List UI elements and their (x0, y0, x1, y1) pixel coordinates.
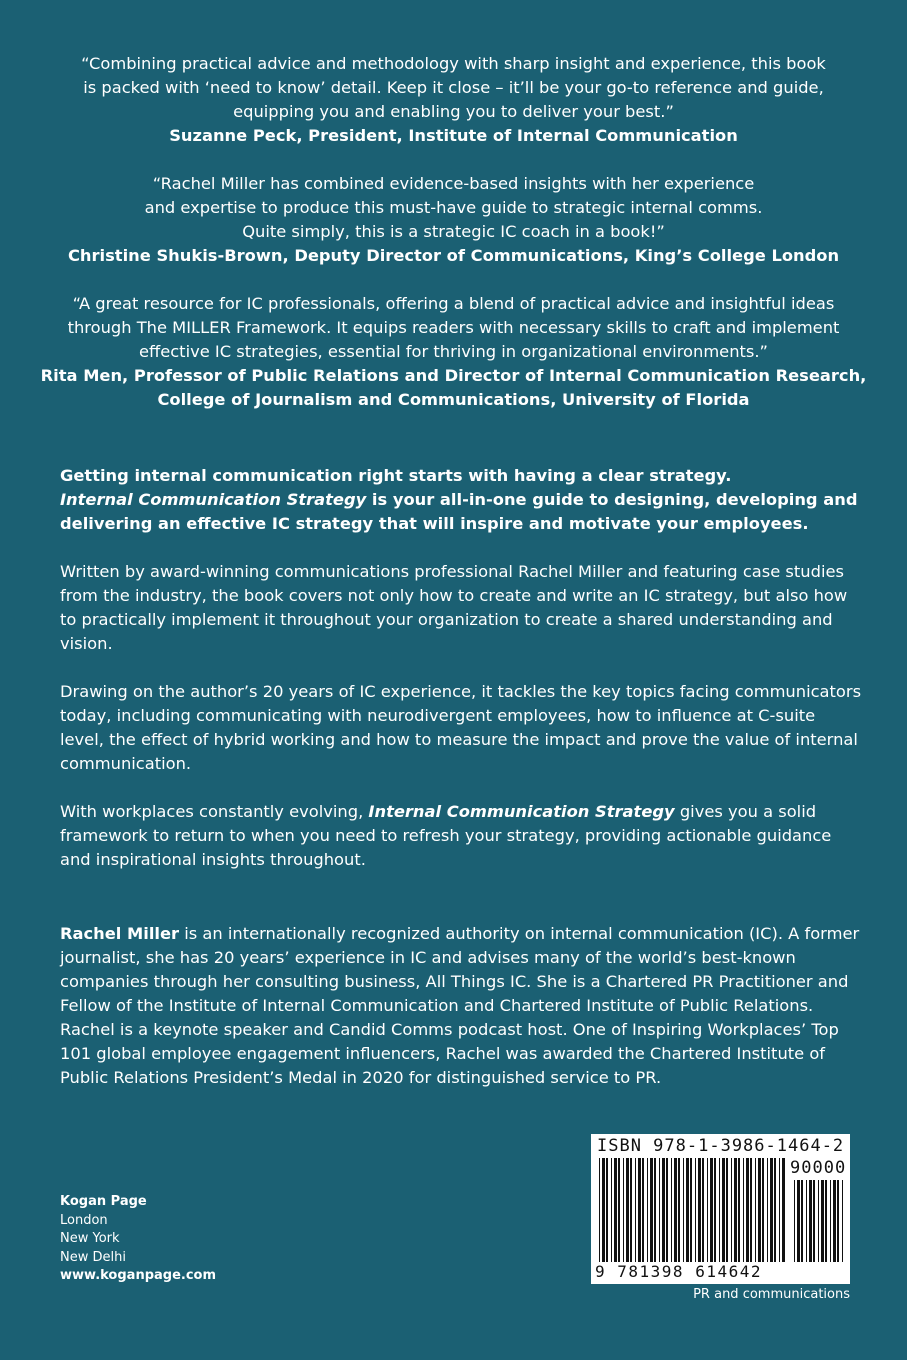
endorsements (40, 52, 867, 436)
barcode-bar (686, 1158, 689, 1262)
barcode-bar (743, 1158, 744, 1262)
description-paragraph (60, 800, 863, 872)
isbn-barcode (591, 1134, 850, 1284)
ean-digits: 9 781398 614642 (595, 1262, 762, 1281)
barcode-bar (654, 1158, 656, 1262)
barcode-bar (722, 1158, 725, 1262)
para-text: gives you a solid framework to return to when you need to refresh your strategy, providing actionable guidance and inspirational insights throughout. (60, 802, 832, 869)
author-name: Rachel Miller (60, 924, 180, 943)
price-code: 90000 (790, 1158, 847, 1178)
barcode-bar (750, 1158, 752, 1262)
publisher-info (60, 1193, 216, 1286)
barcode-bar (707, 1158, 708, 1262)
lead-sentence: Getting internal communication right starts with having a clear strategy. (60, 466, 732, 485)
barcode-bar (662, 1158, 665, 1262)
publisher-city: New Delhi (60, 1249, 126, 1265)
subject-category: PR and communications (693, 1287, 850, 1302)
isbn-number: ISBN 978-1-3986-1464-2 (597, 1136, 845, 1156)
barcode-bar (650, 1158, 653, 1262)
barcode-bar (719, 1158, 720, 1262)
publisher-name: Kogan Page (60, 1194, 147, 1209)
barcode-bar (767, 1158, 768, 1262)
barcode-bar (806, 1180, 807, 1262)
barcode-bar (731, 1158, 732, 1262)
barcode-bar (599, 1158, 600, 1262)
book-title-inline: Internal Communication Strategy (368, 802, 675, 821)
barcode-bar (678, 1158, 680, 1262)
barcode-bar (702, 1158, 704, 1262)
endorsement-quote (40, 172, 867, 268)
barcode-bar (746, 1158, 749, 1262)
barcode-bar (659, 1158, 660, 1262)
barcode-bar (779, 1158, 780, 1262)
barcode-bar (614, 1158, 617, 1262)
barcode-bar (690, 1158, 692, 1262)
description-paragraph: Drawing on the author’s 20 years of IC experience, it tackles the key topics facing communicators today, including communicating with neurodivergent employees, how to influence at C-suite level, the effect of hybrid working and how to measure the impact and prove the value of internal communication. (60, 682, 862, 773)
barcode-bar (642, 1158, 644, 1262)
publisher-city: New York (60, 1231, 120, 1246)
barcode-bar (638, 1158, 641, 1262)
barcode-bar (758, 1158, 761, 1262)
barcode-bar (818, 1180, 819, 1262)
quote-text: “Rachel Miller has combined evidence-based insights with her experience and expertise to produce this must-have guide to strategic internal comms. Quite simply, this is a strategic IC coach in a book!” (144, 174, 763, 241)
endorsement-quote (40, 292, 867, 412)
quote-attribution: Christine Shukis-Brown, Deputy Director of Communications, King’s College London (67, 246, 840, 265)
barcode-bar (674, 1158, 677, 1262)
barcode-bar (837, 1180, 839, 1262)
author-bio (60, 922, 863, 1090)
quote-attribution: Rita Men, Professor of Public Relations and Director of Internal Communication Research, College of Journalism and Communications, University of Florida (40, 366, 867, 409)
barcode-bar (762, 1158, 764, 1262)
barcode-bar (623, 1158, 624, 1262)
barcode-bar (774, 1158, 776, 1262)
quote-text: “A great resource for IC professionals, offering a blend of practical advice and insightful ideas through The MILLER Framework. It equips readers with necessary skills to craft and implement effective IC strategies, essential for thriving in organizational environments.” (67, 294, 840, 361)
author-bio-text: is an internationally recognized authority on internal communication (IC). A former journalist, she has 20 years’ experience in IC and advises many of the world’s best-known companies through her consulting business, All Things IC. She is a Chartered PR Practitioner and Fellow of the Institute of Internal Communication and Chartered Institute of Public Relations. Rachel is a keynote speaker and Candid Comms podcast host. One of Inspiring Workplaces’ Top 101 global employee engagement influencers, Rachel was awarded the Chartered Institute of Public Relations President’s Medal in 2020 for distinguished service to PR. (60, 924, 860, 1087)
barcode-bar (801, 1180, 803, 1262)
para-text: With workplaces constantly evolving, (60, 802, 369, 821)
barcode-bar (833, 1180, 836, 1262)
publisher-url: www.koganpage.com (60, 1268, 217, 1283)
barcode-bar (698, 1158, 701, 1262)
barcode-bar (842, 1180, 843, 1262)
quote-attribution: Suzanne Peck, President, Institute of Internal Communication (169, 126, 738, 145)
barcode-bar (671, 1158, 672, 1262)
description-paragraph: Written by award-winning communications professional Rachel Miller and featuring case studies from the industry, the book covers not only how to create and write an IC strategy, but also how to practically implement it throughout your organization to create a shared understanding and vision. (60, 562, 848, 653)
barcode-bar (626, 1158, 629, 1262)
barcode-bar (602, 1158, 605, 1262)
barcode-bar (821, 1180, 824, 1262)
lead-paragraph (60, 464, 863, 536)
barcode-bar (666, 1158, 668, 1262)
barcode-bar (830, 1180, 831, 1262)
barcode-bar (606, 1158, 608, 1262)
book-description (60, 464, 863, 896)
barcode-bar (813, 1180, 815, 1262)
barcode-bar (738, 1158, 740, 1262)
barcode-bar (726, 1158, 728, 1262)
barcode-bar (809, 1180, 812, 1262)
publisher-city: London (60, 1212, 108, 1228)
barcode-bar (683, 1158, 684, 1262)
quote-text: “Combining practical advice and methodology with sharp insight and experience, this book is packed with ‘need to know’ detail. Keep it close – it’ll be your go-to reference and guide, equipping you and enabling you to deliver your best.” (81, 54, 826, 121)
barcode-bar (611, 1158, 612, 1262)
barcode-bar (755, 1158, 756, 1262)
barcode-bar (714, 1158, 716, 1262)
barcode-bar (782, 1158, 785, 1262)
barcode-bar (794, 1180, 795, 1262)
barcode-bar (797, 1180, 800, 1262)
barcode-bar (770, 1158, 773, 1262)
barcode-bar (695, 1158, 696, 1262)
barcode-bar (618, 1158, 620, 1262)
barcode-bar (710, 1158, 713, 1262)
barcode-bar (635, 1158, 636, 1262)
barcode-bar (734, 1158, 737, 1262)
lead-continuation: is your all-in-one guide to designing, developing and delivering an effective IC strategy that will inspire and motivate your employees. (60, 490, 858, 533)
endorsement-quote (40, 52, 867, 148)
book-title-inline: Internal Communication Strategy (60, 490, 367, 509)
barcode-bar (630, 1158, 632, 1262)
barcode-bar (647, 1158, 648, 1262)
barcode-bar (825, 1180, 827, 1262)
